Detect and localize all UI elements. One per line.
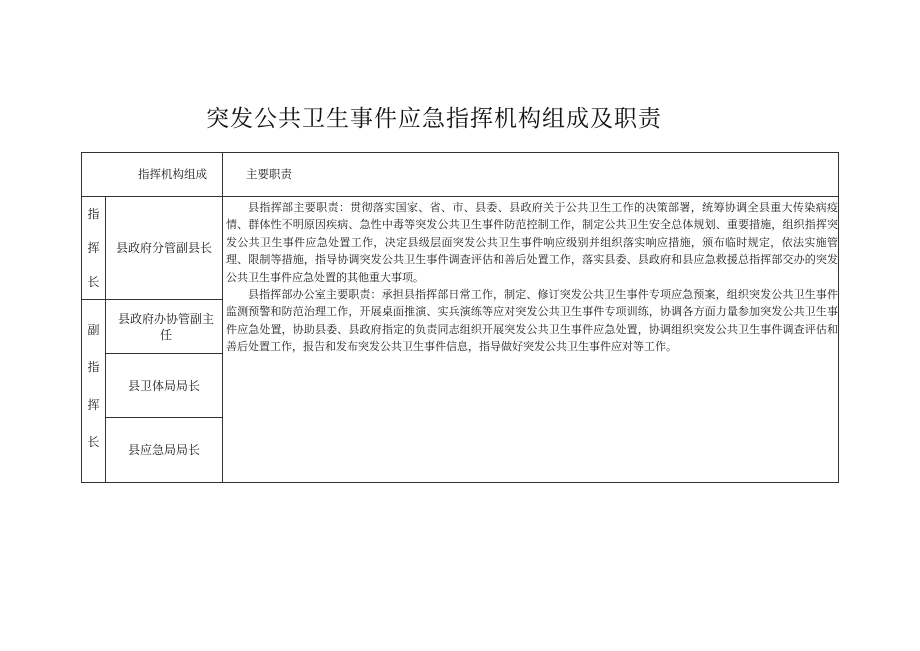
deputy-char: 副 [87, 322, 100, 337]
deputy-position: 县政府办协管副主任 [117, 311, 214, 342]
commander-char: 长 [87, 275, 100, 289]
deputy-char: 长 [87, 435, 100, 450]
deputy-position: 县卫体局局长 [127, 378, 200, 393]
header-duties: 主要职责 [246, 167, 292, 181]
column-divider-duties [222, 153, 223, 482]
duties-paragraph: 县指挥部主要职责：贯彻落实国家、省、市、县委、县政府关于公共卫生工作的决策部署，统筹协调全县重大传染病疫情、群体性不明原因疾病、急性中毒等突发公共卫生事件防范控制工作，制定公共卫生安全总体规划、重要措施，组织指挥突发公共卫生事件应急处置工作，决定县级层面突发公共卫生事件响应级别并组织落实响应措施，颁布临时规定，依法实施管理、限制等措施，指导协调突发公共卫生事件调查评估和善后处置工作，落实县委、县政府和县应急救援总指挥部交办的突发公共卫生事件应急处置的其他重大事项。 [226, 201, 838, 284]
document-title: 突发公共卫生事件应急指挥机构组成及职责 [206, 106, 662, 132]
deputy-char: 指 [87, 360, 100, 375]
duties-paragraph: 县指挥部办公室主要职责：承担县指挥部日常工作，制定、修订突发公共卫生事件专项应急预案，组织突发公共卫生事件监测预警和防范治理工作，开展桌面推演、实兵演练等应对突发公共卫生事件专项训练，协调各方面力量参加突发公共卫生事件应急处置，协助县委、县政府指定的负责同志组织开展突发公共卫生事件应急处置，协调组织突发公共卫生事件调查评估和善后处置工作，报告和发布突发公共卫生事件信息，指导做好突发公共卫生事件应对等工作。 [226, 288, 838, 354]
header-org: 指挥机构组成 [138, 167, 207, 181]
duties-text [226, 199, 838, 356]
commander-category [82, 197, 105, 299]
deputy-char: 挥 [87, 397, 100, 412]
deputy-position: 县应急局局长 [127, 443, 200, 457]
commander-char: 挥 [87, 241, 100, 255]
commander-char: 指 [87, 207, 100, 221]
deputy-category [82, 311, 105, 461]
command-structure-table [81, 152, 839, 483]
commander-position: 县政府分管副县长 [115, 241, 212, 255]
